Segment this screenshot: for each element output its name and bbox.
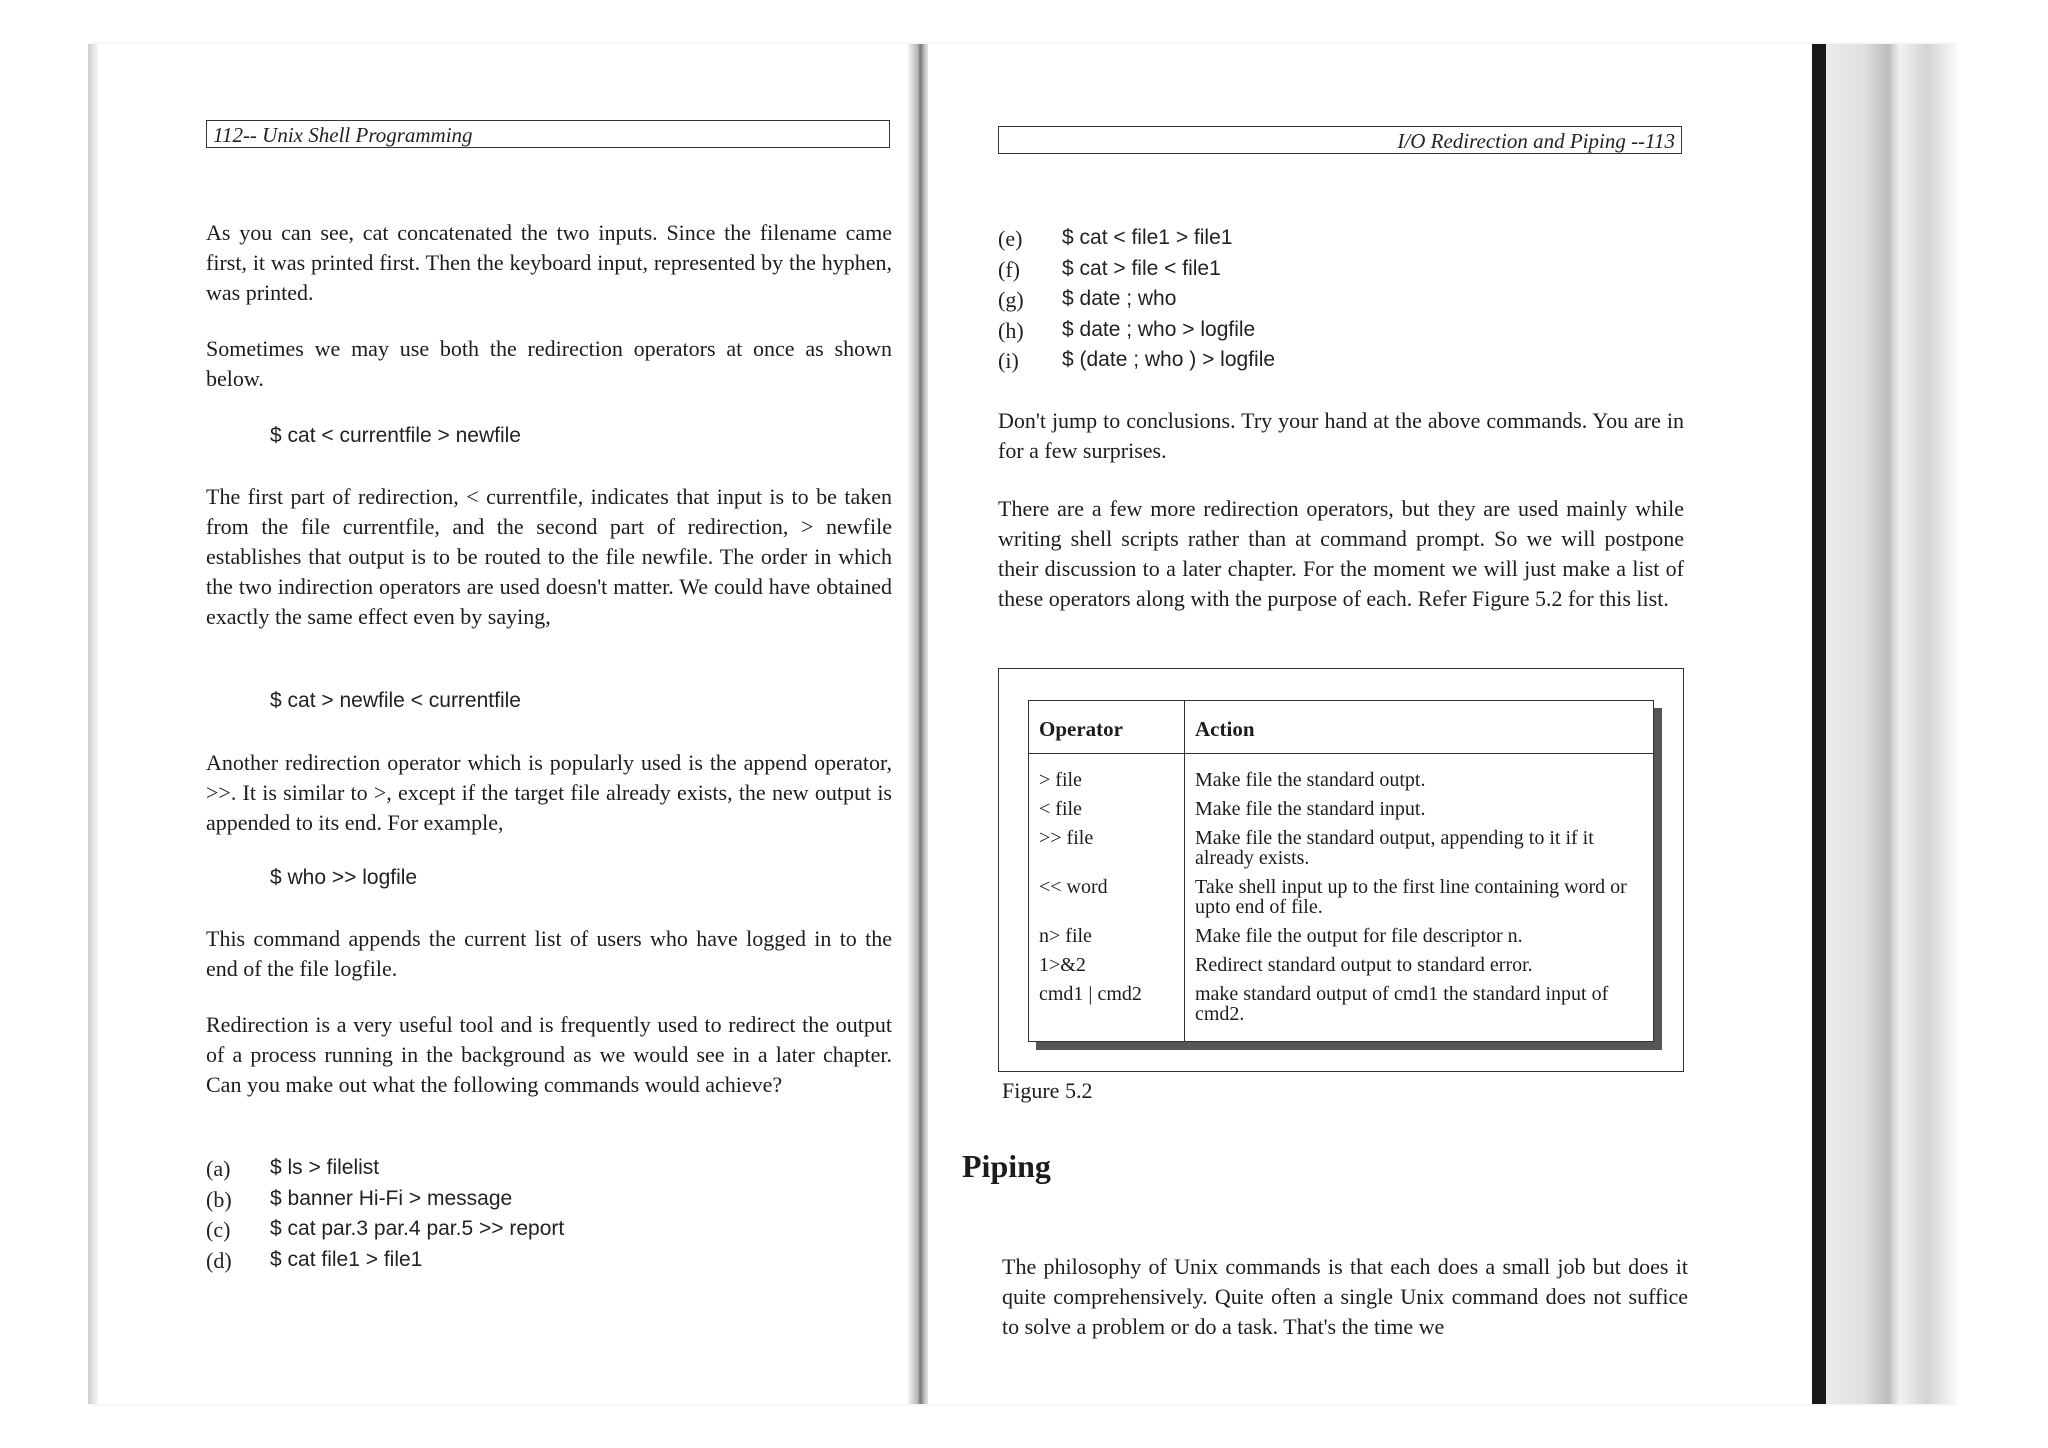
running-head-left: 112-- Unix Shell Programming bbox=[206, 120, 890, 148]
paragraph-1: As you can see, cat concatenated the two inputs. Since the filename came first, it was printed first. Then the keyboard input, represented by the hyphen, was printed. bbox=[206, 220, 892, 305]
table-cell: make standard output of cmd1 the standard input of cmd2. bbox=[1195, 983, 1609, 1025]
list-item: (c) $ cat par.3 par.4 par.5 >> report bbox=[206, 1217, 565, 1242]
paragraph-3: The first part of redirection, < currentfile, indicates that input is to be taken from the file currentfile, and the second part of redirection, > newfile establishes that output is to be routed to the file newfile. The order in which the two indirection operators are used doesn't matter. We could have obtained exactly the same effect even by saying, bbox=[206, 484, 892, 629]
table-cell: Make file the standard outpt. bbox=[1195, 769, 1426, 791]
list-item: (e) $ cat < file1 > file1 bbox=[998, 226, 1233, 251]
table-cell: < file bbox=[1039, 798, 1082, 820]
list-item: (a) $ ls > filelist bbox=[206, 1156, 380, 1181]
table-cell: > file bbox=[1039, 769, 1082, 791]
page-edge-dark bbox=[1812, 44, 1826, 1404]
list-item: (h) $ date ; who > logfile bbox=[998, 317, 1256, 343]
command-list-right bbox=[998, 226, 1275, 379]
table-cell: Redirect standard output to standard error. bbox=[1195, 954, 1533, 976]
command-example-3: $ who >> logfile bbox=[270, 866, 418, 889]
left-page bbox=[98, 44, 910, 1404]
right-page bbox=[928, 44, 1812, 1404]
table-cell: Make file the output for file descriptor n. bbox=[1195, 925, 1523, 947]
left-edge-shadow bbox=[88, 44, 98, 1404]
operator-column bbox=[1029, 754, 1185, 1042]
paragraph-8: There are a few more redirection operators, but they are used mainly while writing shell scripts rather than at command prompt. So we will postpone their discussion to a later chapter. For the moment we will just make a list of these operators along with the purpose of each. Refer Figure 5.2 for this list. bbox=[998, 496, 1684, 611]
table-cell: >> file bbox=[1039, 827, 1094, 849]
table-body bbox=[1029, 754, 1653, 1042]
command-example-2: $ cat > newfile < currentfile bbox=[270, 689, 521, 712]
command-list-left bbox=[206, 1156, 564, 1278]
operator-column-header: Operator bbox=[1029, 701, 1185, 753]
action-column-header: Action bbox=[1195, 717, 1255, 741]
table-cell: Make file the standard input. bbox=[1195, 798, 1426, 820]
table-cell: Take shell input up to the first line containing word or upto end of file. bbox=[1195, 876, 1627, 918]
table-header bbox=[1029, 701, 1653, 754]
command-example-1: $ cat < currentfile > newfile bbox=[270, 424, 521, 447]
book-spine bbox=[908, 44, 930, 1404]
paragraph-2: Sometimes we may use both the redirection operators at once as shown below. bbox=[206, 336, 892, 391]
table-cell: n> file bbox=[1039, 925, 1092, 947]
table-cell: 1>&2 bbox=[1039, 954, 1086, 976]
paragraph-9: The philosophy of Unix commands is that each does a small job but does it quite comprehensively. Quite often a single Unix command does not suffice to solve a problem or do a task. That's the time we bbox=[1002, 1254, 1688, 1339]
paragraph-7: Don't jump to conclusions. Try your hand at the above commands. You are in for a few surprises. bbox=[998, 408, 1684, 463]
list-item: (f) $ cat > file < file1 bbox=[998, 256, 1221, 282]
section-heading: Piping bbox=[962, 1148, 1051, 1184]
table-cell: Make file the standard output, appending to it if it already exists. bbox=[1195, 827, 1594, 869]
action-column bbox=[1185, 754, 1653, 1042]
list-item: (b) $ banner Hi-Fi > message bbox=[206, 1186, 513, 1212]
table-cell: cmd1 | cmd2 bbox=[1039, 983, 1142, 1005]
operator-table bbox=[1028, 700, 1654, 1042]
running-head-right: I/O Redirection and Piping --113 bbox=[998, 126, 1682, 154]
paragraph-5: This command appends the current list of users who have logged in to the end of the file logfile. bbox=[206, 926, 892, 981]
paragraph-4: Another redirection operator which is popularly used is the append operator, >>. It is similar to >, except if the target file already exists, the new output is appended to its end. For example, bbox=[206, 750, 892, 835]
paragraph-6: Redirection is a very useful tool and is frequently used to redirect the output of a process running in the background as we would see in a later chapter. Can you make out what the following commands would achieve? bbox=[206, 1012, 892, 1097]
list-item: (d) $ cat file1 > file1 bbox=[206, 1247, 423, 1273]
list-item: (i) $ (date ; who ) > logfile bbox=[998, 348, 1276, 373]
table-cell: << word bbox=[1039, 876, 1108, 898]
figure-caption: Figure 5.2 bbox=[1002, 1078, 1093, 1103]
list-item: (g) $ date ; who bbox=[998, 287, 1177, 312]
